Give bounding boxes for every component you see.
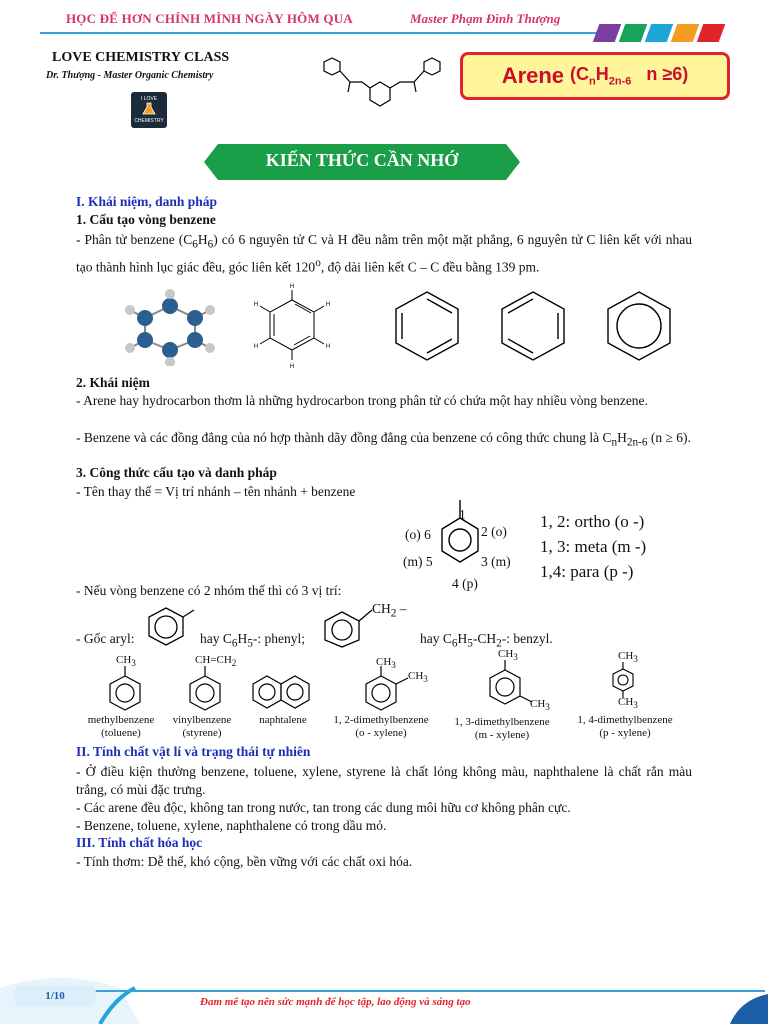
- m-xylene-structure: [480, 660, 540, 710]
- benzene-kekule-full: [250, 282, 335, 372]
- styrene-structure: [180, 666, 230, 716]
- svg-text:H: H: [289, 364, 295, 370]
- position-para: 1,4: para (p -): [540, 562, 634, 581]
- footer-motto: Đam mê tạo nên sức mạnh để học tập, lao động và sáng tạo: [200, 996, 471, 1008]
- compound-label-naphthalene: naphtalene: [259, 714, 307, 726]
- benzene-circle-form: [602, 288, 677, 363]
- ch2-label: $CH_2$ –: [372, 601, 407, 620]
- p-xylene-ch3-top: $CH_3$: [618, 650, 638, 665]
- topic-box: [460, 52, 730, 100]
- aryl-label: - Gốc aryl:: [76, 631, 135, 646]
- section-1-heading: I. Khái niệm, danh pháp: [76, 194, 218, 209]
- benzene-ball-model: [120, 288, 220, 366]
- benzyl-name: hay $C_6H_5-CH_2-$: benzyl.: [420, 631, 553, 650]
- compound-label-p-xylene: 1, 4-dimethylbenzene (p - xylene): [577, 714, 673, 739]
- footer-divider: [95, 990, 765, 992]
- benzene-kekule-1: [390, 288, 465, 363]
- header-author: Master Phạm Đình Thượng: [410, 11, 561, 26]
- two-substituents-note: - Nếu vòng benzene có 2 nhóm thế thì có 3 vị trí:: [76, 583, 342, 598]
- banner-title: KIẾN THỨC CẦN NHỚ: [265, 150, 459, 170]
- ring-position-4: 4 (p): [452, 576, 478, 591]
- love-chemistry-logo: [131, 92, 167, 128]
- header-molecule-icon: [320, 52, 445, 112]
- ring-position-5: (m) 5: [403, 554, 433, 569]
- o-xylene-ch3-side: $CH_3$: [408, 670, 428, 685]
- compound-label-m-xylene: 1, 3-dimethylbenzene (m - xylene): [454, 716, 550, 741]
- subsection-1-2: 2. Khái niệm: [76, 375, 150, 390]
- class-title: LOVE CHEMISTRY CLASS: [52, 50, 230, 65]
- toluene-structure: [100, 666, 150, 716]
- o-xylene-structure: [356, 666, 416, 716]
- phenyl-name: hay $C_6H_5-$: phenyl;: [200, 631, 305, 650]
- header-color-stripes: [596, 24, 726, 47]
- ring-position-1: 1: [459, 507, 466, 522]
- chemical-properties-1: - Tính thơm: Dễ thế, khó cộng, bền vững với các chất oxi hóa.: [76, 854, 413, 869]
- logo-line-1: I LOVE: [140, 96, 158, 102]
- compound-label-o-xylene: 1, 2-dimethylbenzene (o - xylene): [333, 714, 429, 739]
- flask-icon: [142, 102, 156, 116]
- svg-text:H: H: [325, 344, 331, 350]
- ring-position-3: 3 (m): [481, 554, 511, 569]
- benzene-structure-paragraph: - Phân tử benzene $(C_6H_6)$ có 6 nguyên tử C và H đều nằm trên một mặt phẳng, 6 nguyên tử C liên kết với nhau tạo thành hình lục giác đều, góc liên kết 120$^o$, độ dài liên kết C – C đều bằng 139 pm.: [76, 232, 693, 275]
- p-xylene-ch3-bottom: $CH_3$: [618, 696, 638, 711]
- header-divider: [40, 32, 600, 34]
- class-subtitle: Dr. Thượng - Master Organic Chemistry: [46, 70, 214, 81]
- physical-properties-3: - Benzene, toluene, xylene, naphthalene có trong dầu mỏ.: [76, 818, 387, 833]
- ring-position-6: (o) 6: [405, 527, 431, 542]
- naming-rule: - Tên thay thế = Vị trí nhánh – tên nhánh + benzene: [76, 484, 356, 499]
- svg-text:H: H: [289, 284, 295, 290]
- stripe-red: [697, 24, 726, 42]
- naphthalene-structure: [252, 674, 312, 712]
- arene-definition: - Arene hay hydrocarbon thơm là những hydrocarbon trong phân tử có chứa một hay nhiều vòng benzene.: [76, 393, 648, 408]
- topic-title: Arene: [501, 63, 565, 88]
- section-2-heading: II. Tính chất vật lí và trạng thái tự nhiên: [76, 744, 311, 759]
- o-xylene-ch3-top: $CH_3$: [376, 656, 396, 671]
- section-3-heading: III. Tính chất hóa học: [76, 835, 203, 850]
- compound-label-styrene: vinylbenzene (styrene): [172, 714, 232, 739]
- styrene-substituent: $CH=CH_2$: [195, 654, 237, 669]
- svg-text:H: H: [325, 302, 331, 308]
- phenyl-structure: [146, 600, 196, 648]
- physical-properties-1: - Ở điều kiện thường benzene, toluene, xylene, styrene là chất lỏng không màu, naphthalene là chất rắn màu trắng, có mùi đặc trưng.: [76, 764, 692, 797]
- p-xylene-structure: [608, 662, 638, 698]
- m-xylene-ch3-top: $CH_3$: [498, 648, 518, 663]
- homologous-series: - Benzene và các đồng đẳng của nó hợp thành dãy đồng đẳng của benzene có công thức chung là $C_nH_{2n-6}$ (n ≥ 6).: [76, 430, 691, 449]
- benzene-kekule-2: [496, 288, 571, 363]
- stripe-purple: [593, 24, 622, 42]
- position-meta: 1, 3: meta (m -): [540, 537, 647, 556]
- position-ortho: 1, 2: ortho (o -): [540, 512, 645, 531]
- logo-line-2: CHEMISTRY: [134, 118, 164, 124]
- stripe-orange: [671, 24, 700, 42]
- ring-position-2: 2 (o): [481, 524, 507, 539]
- svg-text:H: H: [253, 344, 259, 350]
- physical-properties-2: - Các arene đều độc, không tan trong nước, tan trong các dung môi hữu cơ không phân cực.: [76, 800, 571, 815]
- stripe-green: [619, 24, 648, 42]
- stripe-blue: [645, 24, 674, 42]
- compound-label-toluene: methylbenzene (toluene): [87, 714, 155, 739]
- header-slogan: HỌC ĐỂ HƠN CHÍNH MÌNH NGÀY HÔM QUA: [66, 11, 353, 26]
- m-xylene-ch3-side: $CH_3$: [530, 698, 550, 713]
- page-number: 1/10: [14, 985, 96, 1007]
- subsection-1-1: 1. Cấu tạo vòng benzene: [76, 212, 216, 227]
- footer-wave-right: [700, 990, 768, 1024]
- toluene-substituent: $CH_3$: [116, 654, 136, 669]
- topic-formula: ($C_nH_{2n-6}$ n ≥6): [570, 64, 689, 88]
- subsection-1-3: 3. Công thức cấu tạo và danh pháp: [76, 465, 277, 480]
- svg-text:H: H: [253, 302, 259, 308]
